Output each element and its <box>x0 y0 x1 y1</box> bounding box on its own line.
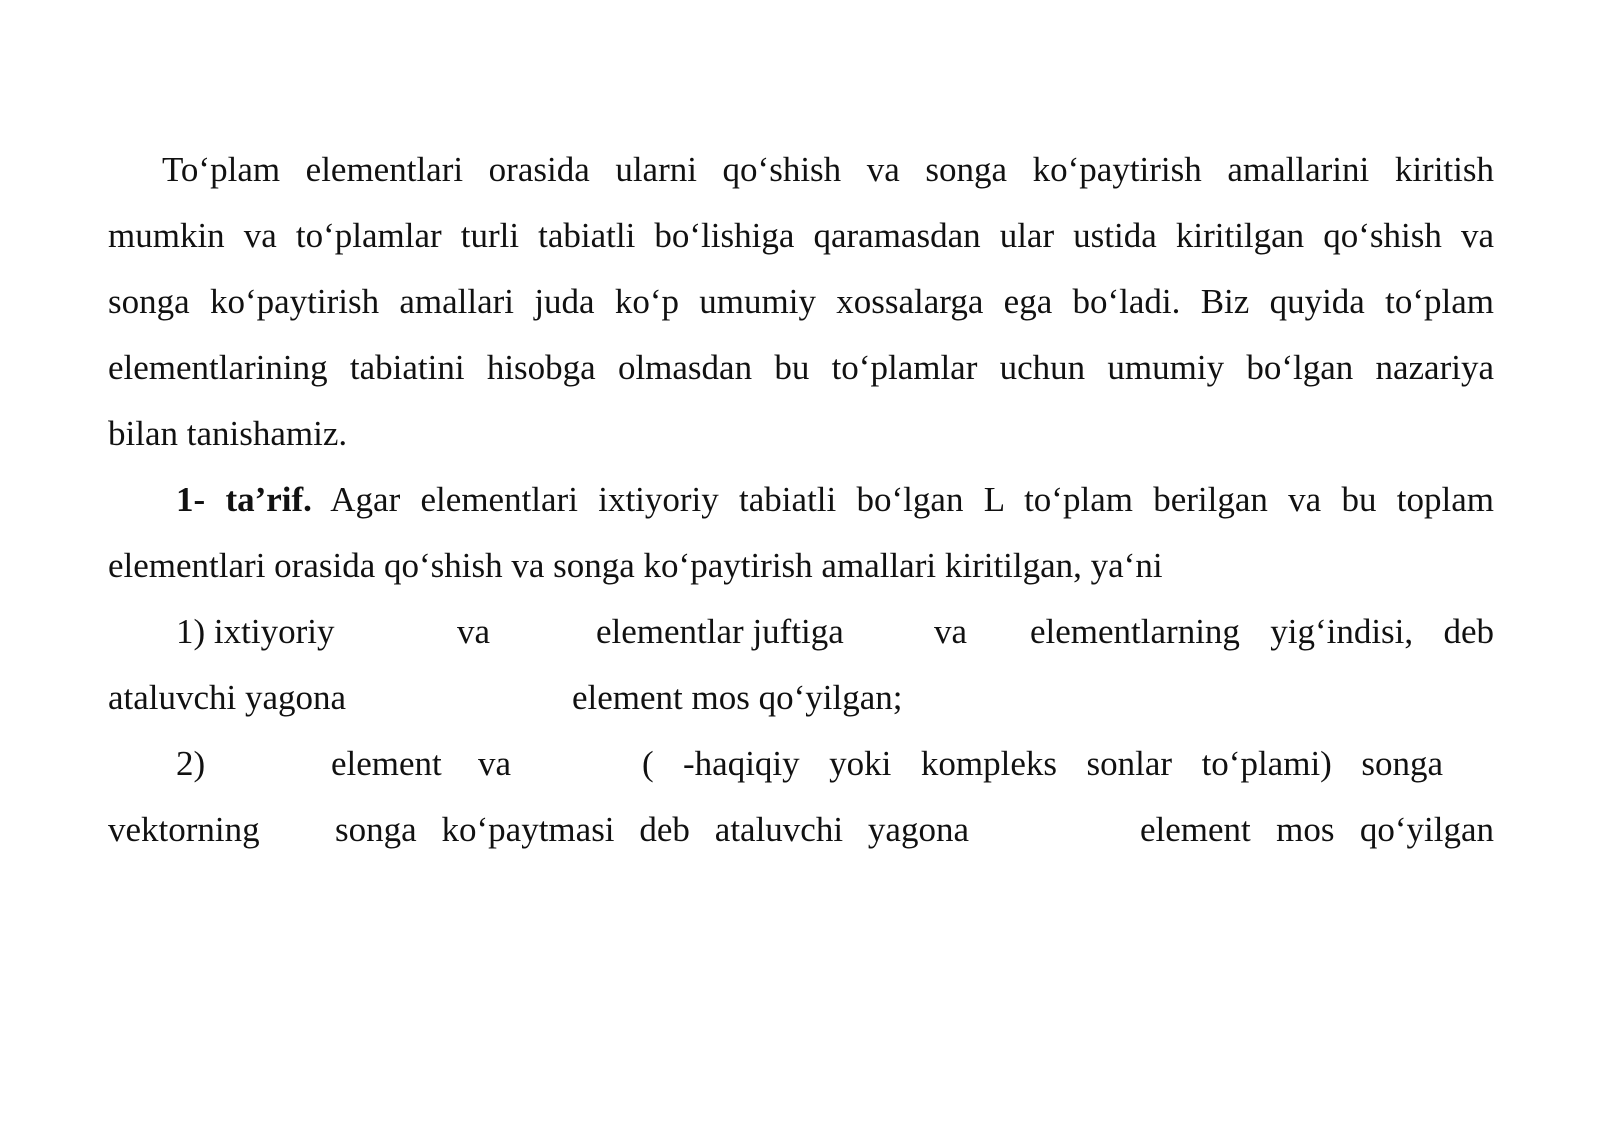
item1-part3: elementlar juftiga <box>596 612 844 651</box>
item2-part1: 2) <box>176 744 206 783</box>
paragraph1-line5: bilan tanishamiz. <box>108 414 348 453</box>
paragraph1-line4: elementlarining tabiatini hisobga olmasdan bu to‘plamlar uchun umumiy bo‘lgan nazariya <box>108 348 1494 387</box>
item2-part2: element va <box>331 744 511 783</box>
item2-line2-part2: songa ko‘paytmasi deb ataluvchi yagona <box>335 810 969 849</box>
item2-part3: ( <box>642 744 654 783</box>
paragraph1-line1: To‘plam elementlari orasida ularni qo‘shish va songa ko‘paytirish amallarini kiritish <box>162 150 1494 189</box>
item2-part4: -haqiqiy yoki kompleks sonlar to‘plami) songa <box>683 744 1443 783</box>
item1-part2: va <box>457 612 491 651</box>
item2-line2-part1: vektorning <box>108 810 260 849</box>
item1-part1: 1) ixtiyoriy <box>176 612 335 651</box>
paragraph1-line3: songa ko‘paytirish amallari juda ko‘p umumiy xossalarga ega bo‘ladi. Biz quyida to‘plam <box>108 282 1494 321</box>
item1-part5: elementlarning yig‘indisi, deb <box>1030 612 1494 651</box>
paragraph1-line2: mumkin va to‘plamlar turli tabiatli bo‘lishiga qaramasdan ular ustida kiritilgan qo‘shish va <box>108 216 1494 255</box>
item1-part4: va <box>934 612 968 651</box>
definition-line1 <box>176 478 1494 522</box>
item1-line2-part2: element mos qo‘yilgan; <box>572 678 903 717</box>
definition-label: 1- ta’rif. <box>176 480 312 519</box>
item2-line2-part3: element mos qo‘yilgan <box>1140 810 1494 849</box>
item1-line2-part1: ataluvchi yagona <box>108 678 347 717</box>
definition-line1-text: Agar elementlari ixtiyoriy tabiatli bo‘lgan L to‘plam berilgan va bu toplam <box>311 480 1494 519</box>
definition-line2: elementlari orasida qo‘shish va songa ko‘paytirish amallari kiritilgan, ya‘ni <box>108 546 1163 585</box>
